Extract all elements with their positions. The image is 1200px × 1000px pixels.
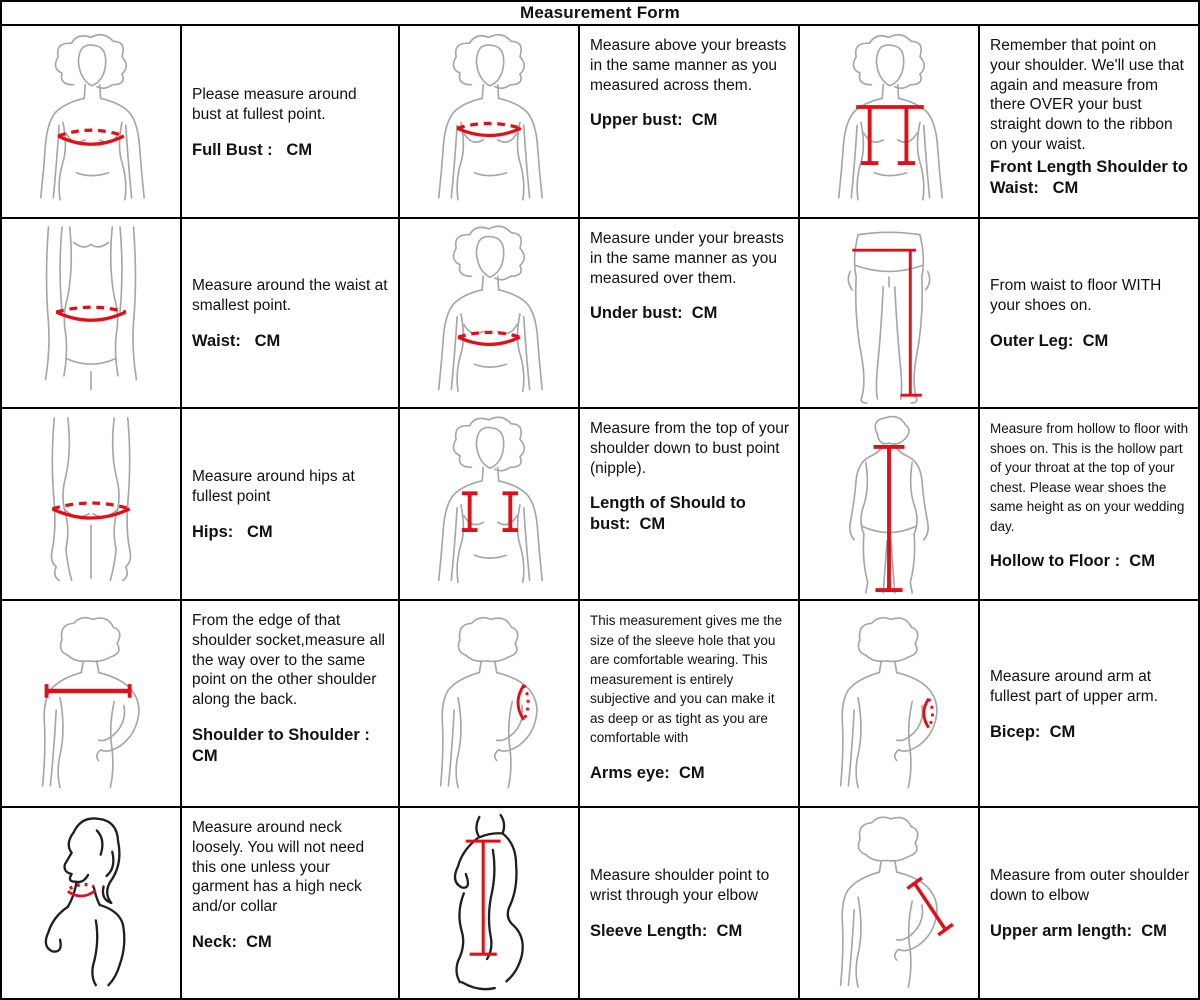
measurement-label: Hollow to Floor : CM <box>990 552 1155 571</box>
table-row <box>2 26 1198 219</box>
upper-bust-figure <box>402 28 576 215</box>
table-row <box>2 808 1198 998</box>
under-bust-figure <box>402 221 576 405</box>
measurement-description: From waist to floor WITH your shoes on. <box>990 277 1166 315</box>
measurement-label: Outer Leg: CM <box>990 332 1109 351</box>
measurement-description: Measure from the top of your shoulder down to bust point (nipple). <box>590 420 794 477</box>
full-bust-figure <box>4 28 178 215</box>
table-row <box>2 409 1198 601</box>
measurement-label: Upper arm length: CM <box>990 922 1167 941</box>
figure-cell <box>800 26 980 219</box>
upper-arm-length-figure <box>802 810 976 996</box>
measurement-description: Measure around the waist at smallest point. <box>192 277 392 315</box>
measurement-label: Full Bust : CM <box>192 140 313 159</box>
measurement-description: Measure around neck loosely. You will not need this one unless your garment has a high neck and/or collar <box>192 819 369 916</box>
instruction-cell <box>182 601 400 808</box>
instruction-cell <box>580 601 800 808</box>
measurement-description: This measurement gives me the size of the sleeve hole that you are comfortable wearing. This measurement is entirely subjective and you can make it as deep or as tight as you are comfortable with <box>590 613 786 746</box>
measurement-label: Front Length Shoulder to Waist: CM <box>990 157 1193 197</box>
measurement-description: From the edge of that shoulder socket,measure all the way over to the same point on the other shoulder along the back. <box>192 612 390 709</box>
measurement-label: Waist: CM <box>192 332 281 351</box>
instruction-cell <box>182 26 400 219</box>
figure-cell <box>2 26 182 219</box>
outer-leg-figure <box>802 221 976 405</box>
measurement-description: Measure shoulder point to wrist through your elbow <box>590 867 774 905</box>
page-title: Measurement Form <box>2 2 1198 26</box>
measurement-description: Measure from outer shoulder down to elbow <box>990 867 1194 905</box>
hollow-to-floor-figure <box>802 411 976 597</box>
measurement-description: Measure around hips at fullest point <box>192 468 360 506</box>
measurement-label: Upper bust: CM <box>590 111 718 130</box>
figure-cell <box>800 219 980 409</box>
figure-cell <box>2 601 182 808</box>
figure-cell <box>400 219 580 409</box>
figure-cell <box>800 808 980 998</box>
shoulder-to-bust-figure <box>402 411 576 597</box>
measurement-label: Hips: CM <box>192 523 273 542</box>
hips-figure <box>4 411 178 597</box>
measurement-label: Under bust: CM <box>590 304 718 323</box>
figure-cell <box>2 219 182 409</box>
instruction-cell <box>980 808 1198 998</box>
measurement-description: Remember that point on your shoulder. We'll use that again and measure from there OVER your bust straight down to the ribbon on your waist. <box>990 37 1189 154</box>
measurement-label: Length of Should to bust: CM <box>590 494 751 534</box>
bicep-figure <box>802 603 976 804</box>
table-row <box>2 601 1198 808</box>
neck-figure <box>4 810 178 996</box>
instruction-cell <box>980 601 1198 808</box>
figure-cell <box>800 409 980 601</box>
instruction-cell <box>580 219 800 409</box>
instruction-cell <box>182 219 400 409</box>
instruction-cell <box>580 808 800 998</box>
measurement-label: Arms eye: CM <box>590 763 705 782</box>
figure-cell <box>2 808 182 998</box>
measurement-label: Shoulder to Shoulder : CM <box>192 726 375 765</box>
figure-cell <box>400 409 580 601</box>
instruction-cell <box>980 409 1198 601</box>
figure-cell <box>400 26 580 219</box>
measurement-description: Measure around arm at fullest part of upper arm. <box>990 667 1158 705</box>
sleeve-length-figure <box>402 810 576 996</box>
figure-cell <box>2 409 182 601</box>
measurement-description: Measure above your breasts in the same manner as you measured across them. <box>590 37 791 94</box>
measurement-description: Measure from hollow to floor with shoes on. This is the hollow part of your throat at the top of your chest. Please wear shoes the same height as on your wedding day. <box>990 421 1192 534</box>
table-row <box>2 219 1198 409</box>
measurement-description: Measure under your breasts in the same manner as you measured over them. <box>590 230 789 287</box>
instruction-cell <box>580 26 800 219</box>
shoulder-to-shoulder-figure <box>4 603 178 804</box>
arms-eye-figure <box>402 603 576 804</box>
instruction-cell <box>182 409 400 601</box>
front-length-shoulder-to-waist-figure <box>802 28 976 215</box>
figure-cell <box>800 601 980 808</box>
figure-cell <box>400 808 580 998</box>
measurement-label: Sleeve Length: CM <box>590 922 743 941</box>
instruction-cell <box>980 26 1198 219</box>
measurement-description: Please measure around bust at fullest point. <box>192 85 361 123</box>
figure-cell <box>400 601 580 808</box>
measurement-label: Neck: CM <box>192 933 272 952</box>
instruction-cell <box>580 409 800 601</box>
waist-figure <box>4 221 178 405</box>
measurement-label: Bicep: CM <box>990 722 1076 741</box>
instruction-cell <box>980 219 1198 409</box>
instruction-cell <box>182 808 400 998</box>
